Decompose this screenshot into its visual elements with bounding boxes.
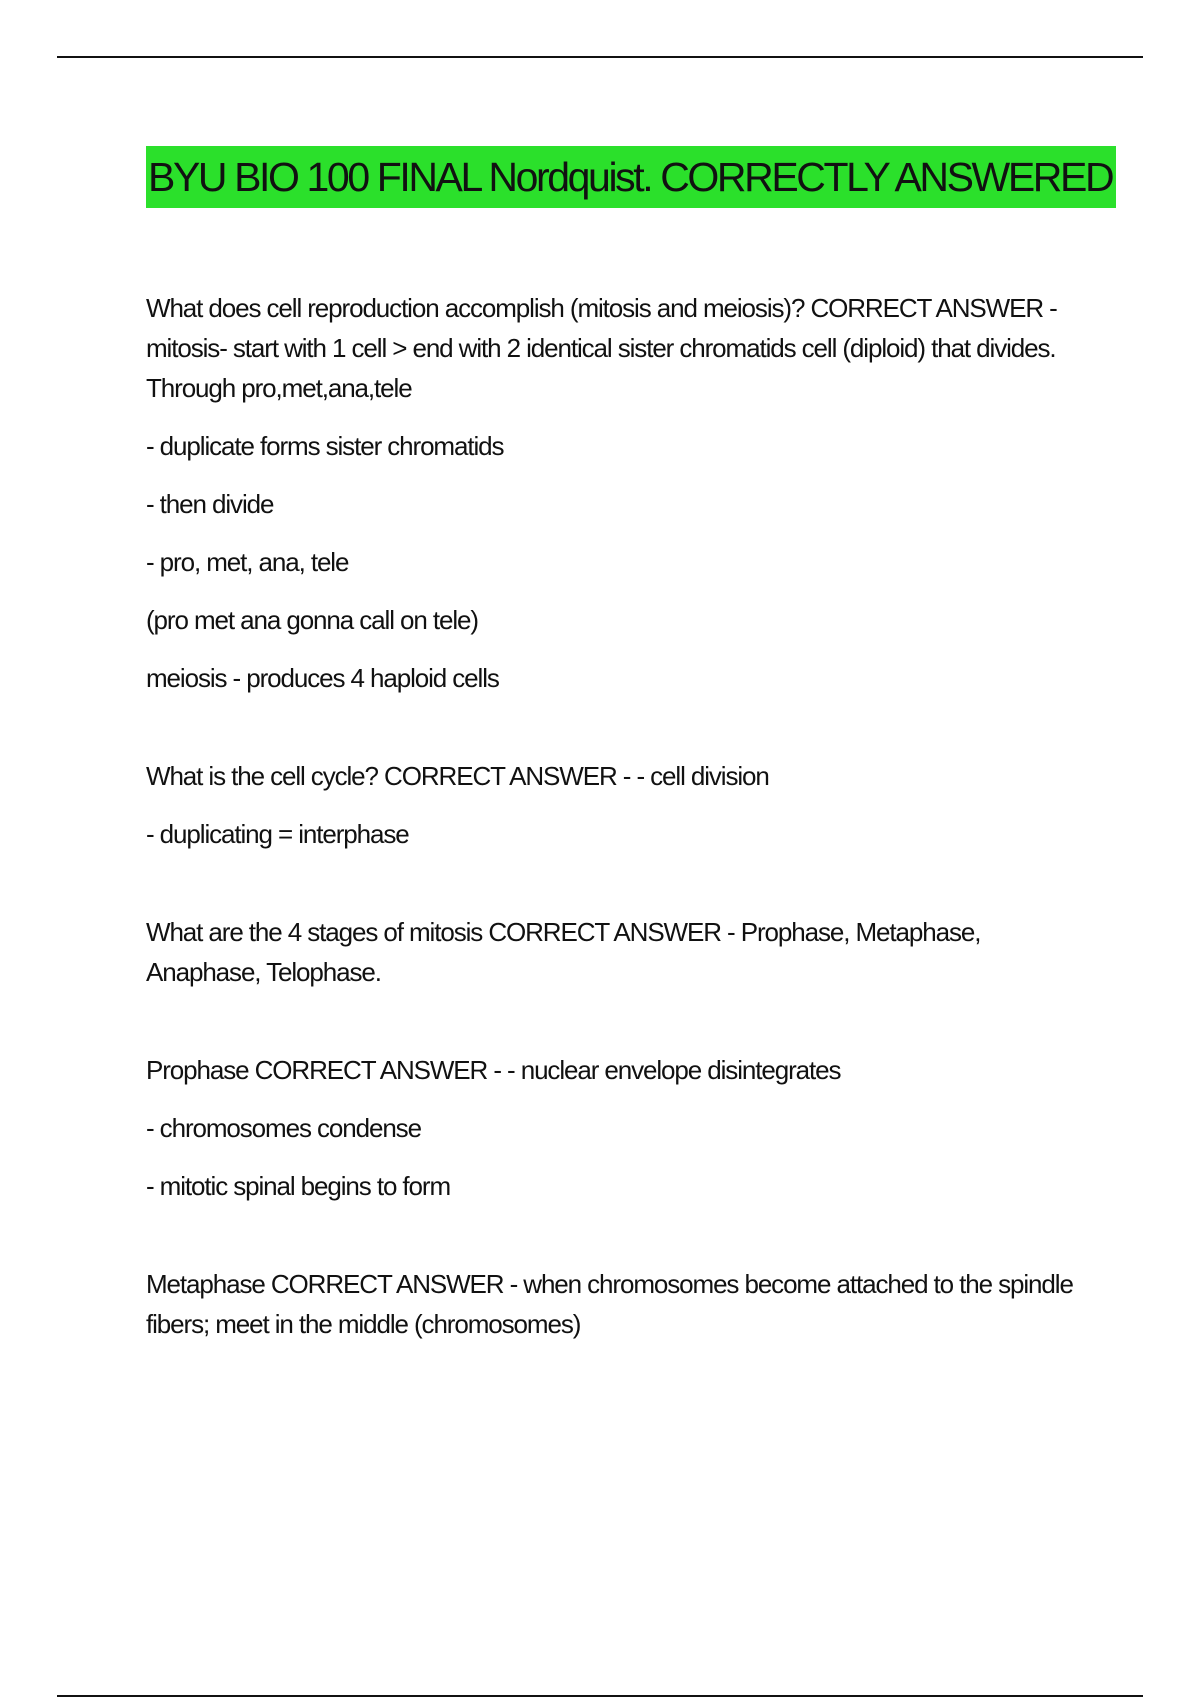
question-text: What is the cell cycle? xyxy=(146,761,378,791)
answer-marker: CORRECT ANSWER xyxy=(384,761,617,791)
answer-text: - mitosis- start with 1 cell > end with 2 identical sister chromatids cell (diploid) that divides. Through pro,met,ana,tele xyxy=(146,293,1057,403)
answer-text: - - nuclear envelope disintegrates xyxy=(493,1055,841,1085)
question-text: Metaphase xyxy=(146,1269,265,1299)
qa-item xyxy=(146,288,1076,698)
answer-line: - duplicating = interphase xyxy=(146,819,409,849)
answer-line: - duplicate forms sister chromatids xyxy=(146,431,504,461)
answer-text: - when chromosomes become attached to the spindle fibers; meet in the middle (chromosomes) xyxy=(146,1269,1073,1339)
answer-line: (pro met ana gonna call on tele) xyxy=(146,605,478,635)
document-title: BYU BIO 100 FINAL Nordquist. CORRECTLY ANSWERED xyxy=(146,146,1116,208)
answer-line: - then divide xyxy=(146,489,274,519)
qa-item xyxy=(146,1264,1076,1344)
question-text: What are the 4 stages of mitosis xyxy=(146,917,483,947)
bottom-rule xyxy=(57,1695,1143,1697)
question-paragraph xyxy=(146,1050,1076,1090)
answer-marker: CORRECT ANSWER xyxy=(488,917,721,947)
qa-item xyxy=(146,1050,1076,1206)
document-body xyxy=(146,146,1113,1402)
question-paragraph xyxy=(146,1264,1076,1344)
question-text: What does cell reproduction accomplish (mitosis and meiosis)? xyxy=(146,293,805,323)
question-paragraph xyxy=(146,756,1076,796)
question-text: Prophase xyxy=(146,1055,249,1085)
answer-text: - Prophase, Metaphase, Anaphase, Telophase. xyxy=(146,917,981,987)
qa-item xyxy=(146,912,1076,992)
answer-marker: CORRECT ANSWER xyxy=(810,293,1044,323)
question-paragraph xyxy=(146,912,1076,992)
question-paragraph xyxy=(146,288,1076,408)
answer-line: - chromosomes condense xyxy=(146,1113,421,1143)
answer-marker: CORRECT ANSWER xyxy=(254,1055,488,1085)
answer-text: - - cell division xyxy=(622,761,769,791)
answer-line: - pro, met, ana, tele xyxy=(146,547,349,577)
top-rule xyxy=(57,56,1143,58)
qa-item xyxy=(146,756,1076,854)
answer-line: - mitotic spinal begins to form xyxy=(146,1171,451,1201)
answer-line: meiosis - produces 4 haploid cells xyxy=(146,663,499,693)
answer-marker: CORRECT ANSWER xyxy=(270,1269,504,1299)
